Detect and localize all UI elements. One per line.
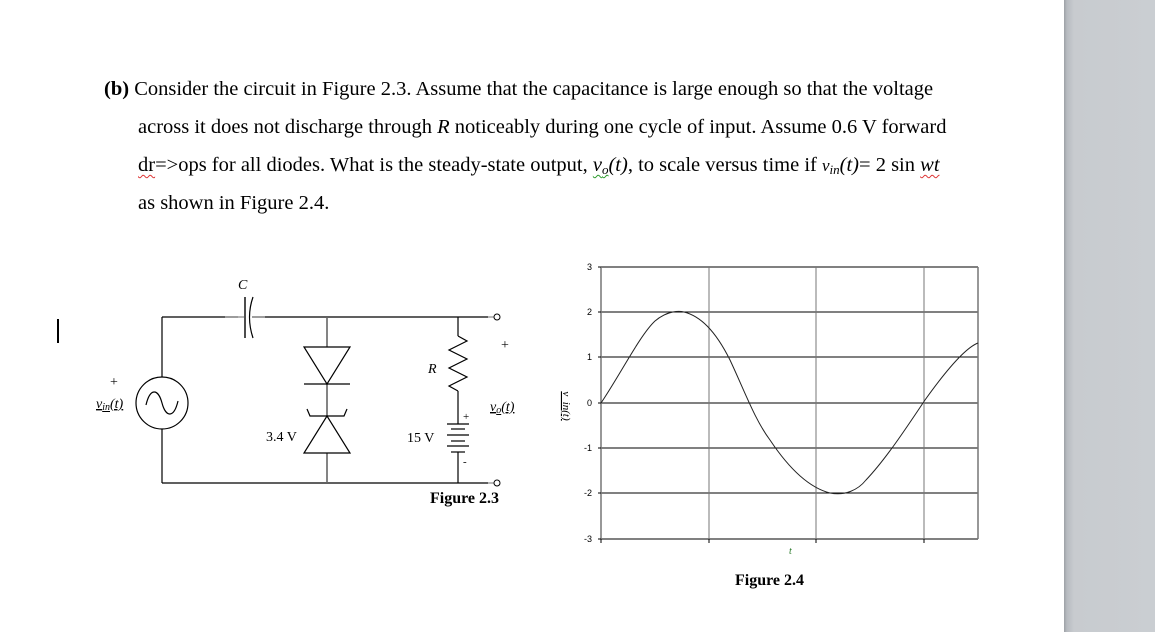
vo-sub: o [601,162,609,177]
resistor-label: R [428,362,437,377]
svg-text:0: 0 [586,398,592,408]
part-label: (b) [104,78,130,100]
y-axis-label: v_in(t) [560,391,572,421]
battery-minus: - [463,456,467,468]
line-3-text-c: , to scale versus time if [627,154,822,176]
battery-plus: + [463,411,470,423]
svg-text:1: 1 [586,352,592,362]
axis-ticks [598,267,924,543]
svg-text:-2: -2 [583,488,592,498]
misspelled-word[interactable]: dr [138,154,156,176]
horizontal-gridlines [601,267,978,539]
svg-text:-3: -3 [583,534,592,544]
battery-symbol [407,411,469,483]
window-gutter [1064,0,1155,632]
vo-t: (t) [608,154,628,176]
figure-2-4-caption: Figure 2.4 [735,572,805,589]
line-1-text: Consider the circuit in Figure 2.3. Assume that the capacitance is large enough so that the voltage [134,78,934,100]
circuit-wires [162,317,488,483]
line-2-text-a: across it does not discharge through [138,116,438,138]
capacitor-symbol [225,278,265,338]
capacitor-label: C [238,278,248,293]
vo-v: v [592,154,602,176]
svg-text:3: 3 [586,262,592,272]
vin-v: v [821,156,830,175]
vin-sub: in [829,162,840,177]
ac-source-symbol [96,375,188,429]
zener-label: 3.4 V [266,430,297,445]
wt-symbol[interactable]: wt [920,154,940,176]
line-3-text-b: =>ops for all diodes. What is the steady-state output, [155,154,593,176]
figure-2-3-caption: Figure 2.3 [430,490,500,507]
line-3-text-d: = 2 sin [859,154,921,176]
source-label: vin(t) [96,397,124,413]
output-terminals [488,314,515,486]
vin-t: (t) [839,154,860,176]
svg-text:2: 2 [586,307,592,317]
zener-diode-symbol [304,409,350,453]
diode-column [266,317,350,483]
output-label: vo(t) [490,400,515,416]
x-axis-label: t [789,546,792,557]
resistor-symbol: R [437,116,450,138]
y-tick-labels [584,262,592,544]
line-4-text: as shown in Figure 2.4. [138,192,330,214]
chart-figure-2-4 [560,262,978,589]
svg-text:-1: -1 [583,443,592,453]
source-plus: + [110,375,118,390]
diode-symbol [304,347,350,384]
output-plus: + [501,338,509,353]
resistor-symbol [427,317,470,424]
line-2-text-b: noticeably during one cycle of input. Assume 0.6 V forward [449,116,947,138]
battery-label: 15 V [407,431,435,446]
